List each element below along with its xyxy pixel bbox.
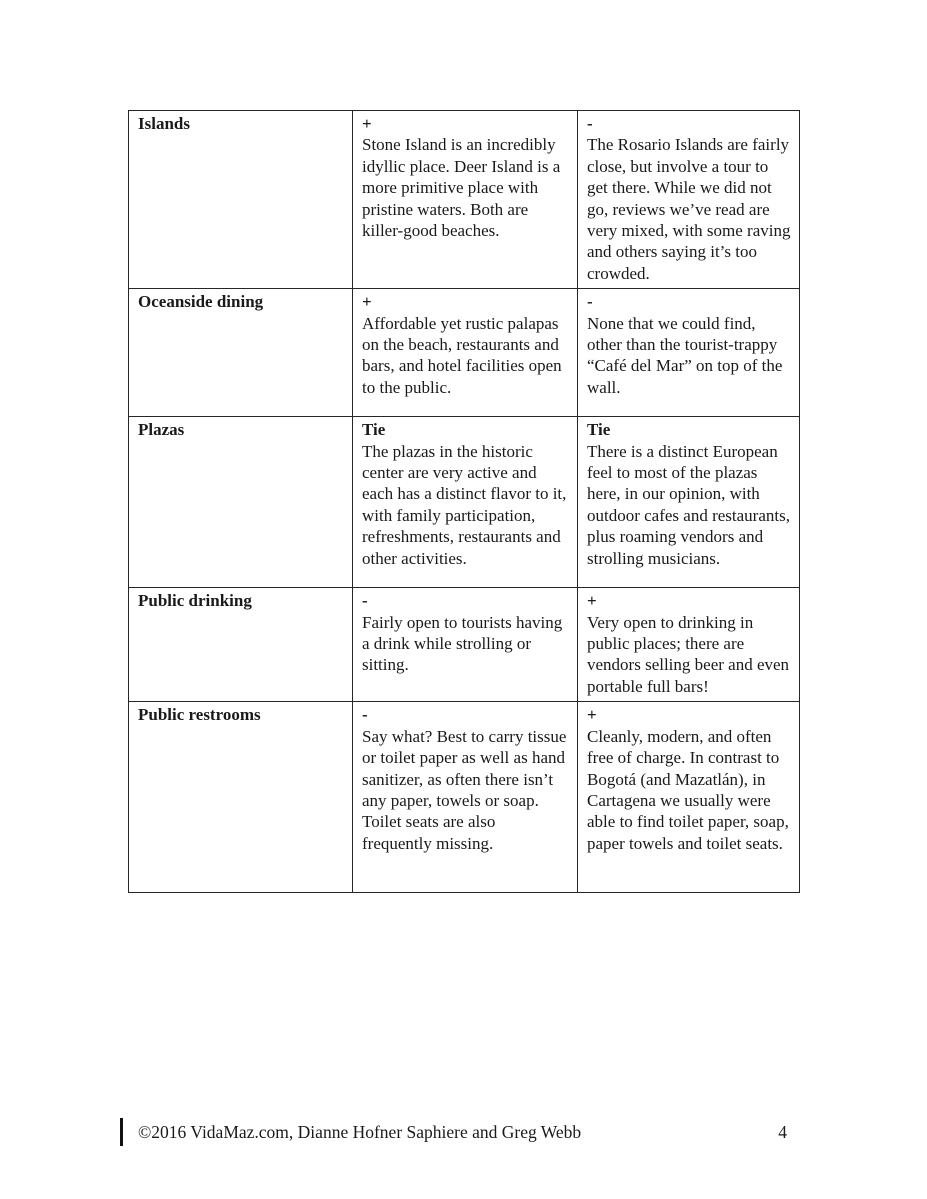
row-category: Oceanside dining — [129, 289, 353, 417]
cell-text: Say what? Best to carry tissue or toilet paper as well as hand sanitizer, as often there isn’t any paper, towels or soap. Toilet seats are also frequently missing. — [362, 726, 567, 853]
left-comparison-cell — [353, 702, 578, 893]
page-footer — [120, 1118, 799, 1146]
cell-text: None that we could find, other than the tourist-trappy “Café del Mar” on top of the wall. — [587, 313, 783, 397]
cell-text: Affordable yet rustic palapas on the beach, restaurants and bars, and hotel facilities open to the public. — [362, 313, 562, 397]
right-comparison-cell — [578, 588, 800, 702]
cell-text: Fairly open to tourists having a drink while strolling or sitting. — [362, 612, 563, 675]
right-comparison-cell — [578, 702, 800, 893]
footer-divider-bar — [120, 1118, 123, 1146]
cell-text: There is a distinct European feel to most of the plazas here, in our opinion, with outdoor cafes and restaurants, plus roaming vendors and strolling musicians. — [587, 441, 790, 568]
verdict-marker: Tie — [587, 420, 611, 440]
row-category: Public drinking — [129, 588, 353, 702]
verdict-marker: - — [362, 705, 368, 725]
table-row-oceanside-dining — [129, 289, 800, 417]
cell-text: Stone Island is an incredibly idyllic place. Deer Island is a more primitive place with pristine waters. Both are killer-good beaches. — [362, 135, 561, 241]
table-row-public-restrooms — [129, 702, 800, 893]
right-comparison-cell — [578, 289, 800, 417]
row-category: Plazas — [129, 417, 353, 588]
verdict-marker: + — [362, 114, 372, 133]
copyright-text: ©2016 VidaMaz.com, Dianne Hofner Saphiere and Greg Webb — [138, 1122, 582, 1142]
cell-text: The Rosario Islands are fairly close, but involve a tour to get there. While we did not go, reviews we’ve read are very mixed, with some raving and others saying it’s too crowded. — [587, 135, 791, 283]
table-row-plazas — [129, 417, 800, 588]
cell-text: The plazas in the historic center are very active and each has a distinct flavor to it, with family participation, refreshments, restaurants and other activities. — [362, 441, 567, 568]
left-comparison-cell — [353, 588, 578, 702]
verdict-marker: + — [362, 292, 372, 312]
cell-text: Cleanly, modern, and often free of charge. In contrast to Bogotá (and Mazatlán), in Cartagena we usually were able to find toilet paper, soap, paper towels and toilet seats. — [587, 726, 789, 853]
right-comparison-cell — [578, 111, 800, 289]
left-comparison-cell — [353, 111, 578, 289]
cell-text: Very open to drinking in public places; there are vendors selling beer and even portable full bars! — [587, 612, 790, 696]
page-number: 4 — [778, 1122, 787, 1142]
verdict-marker: + — [587, 591, 597, 611]
left-comparison-cell — [353, 417, 578, 588]
verdict-marker: - — [587, 292, 593, 312]
verdict-marker: + — [587, 705, 597, 725]
row-category: Public restrooms — [129, 702, 353, 893]
row-category: Islands — [129, 111, 353, 289]
verdict-marker: - — [362, 591, 368, 611]
verdict-marker: - — [587, 114, 593, 133]
table-row-public-drinking — [129, 588, 800, 702]
left-comparison-cell — [353, 289, 578, 417]
comparison-table — [128, 110, 800, 893]
table-row-islands — [129, 111, 800, 289]
right-comparison-cell — [578, 417, 800, 588]
verdict-marker: Tie — [362, 420, 386, 440]
